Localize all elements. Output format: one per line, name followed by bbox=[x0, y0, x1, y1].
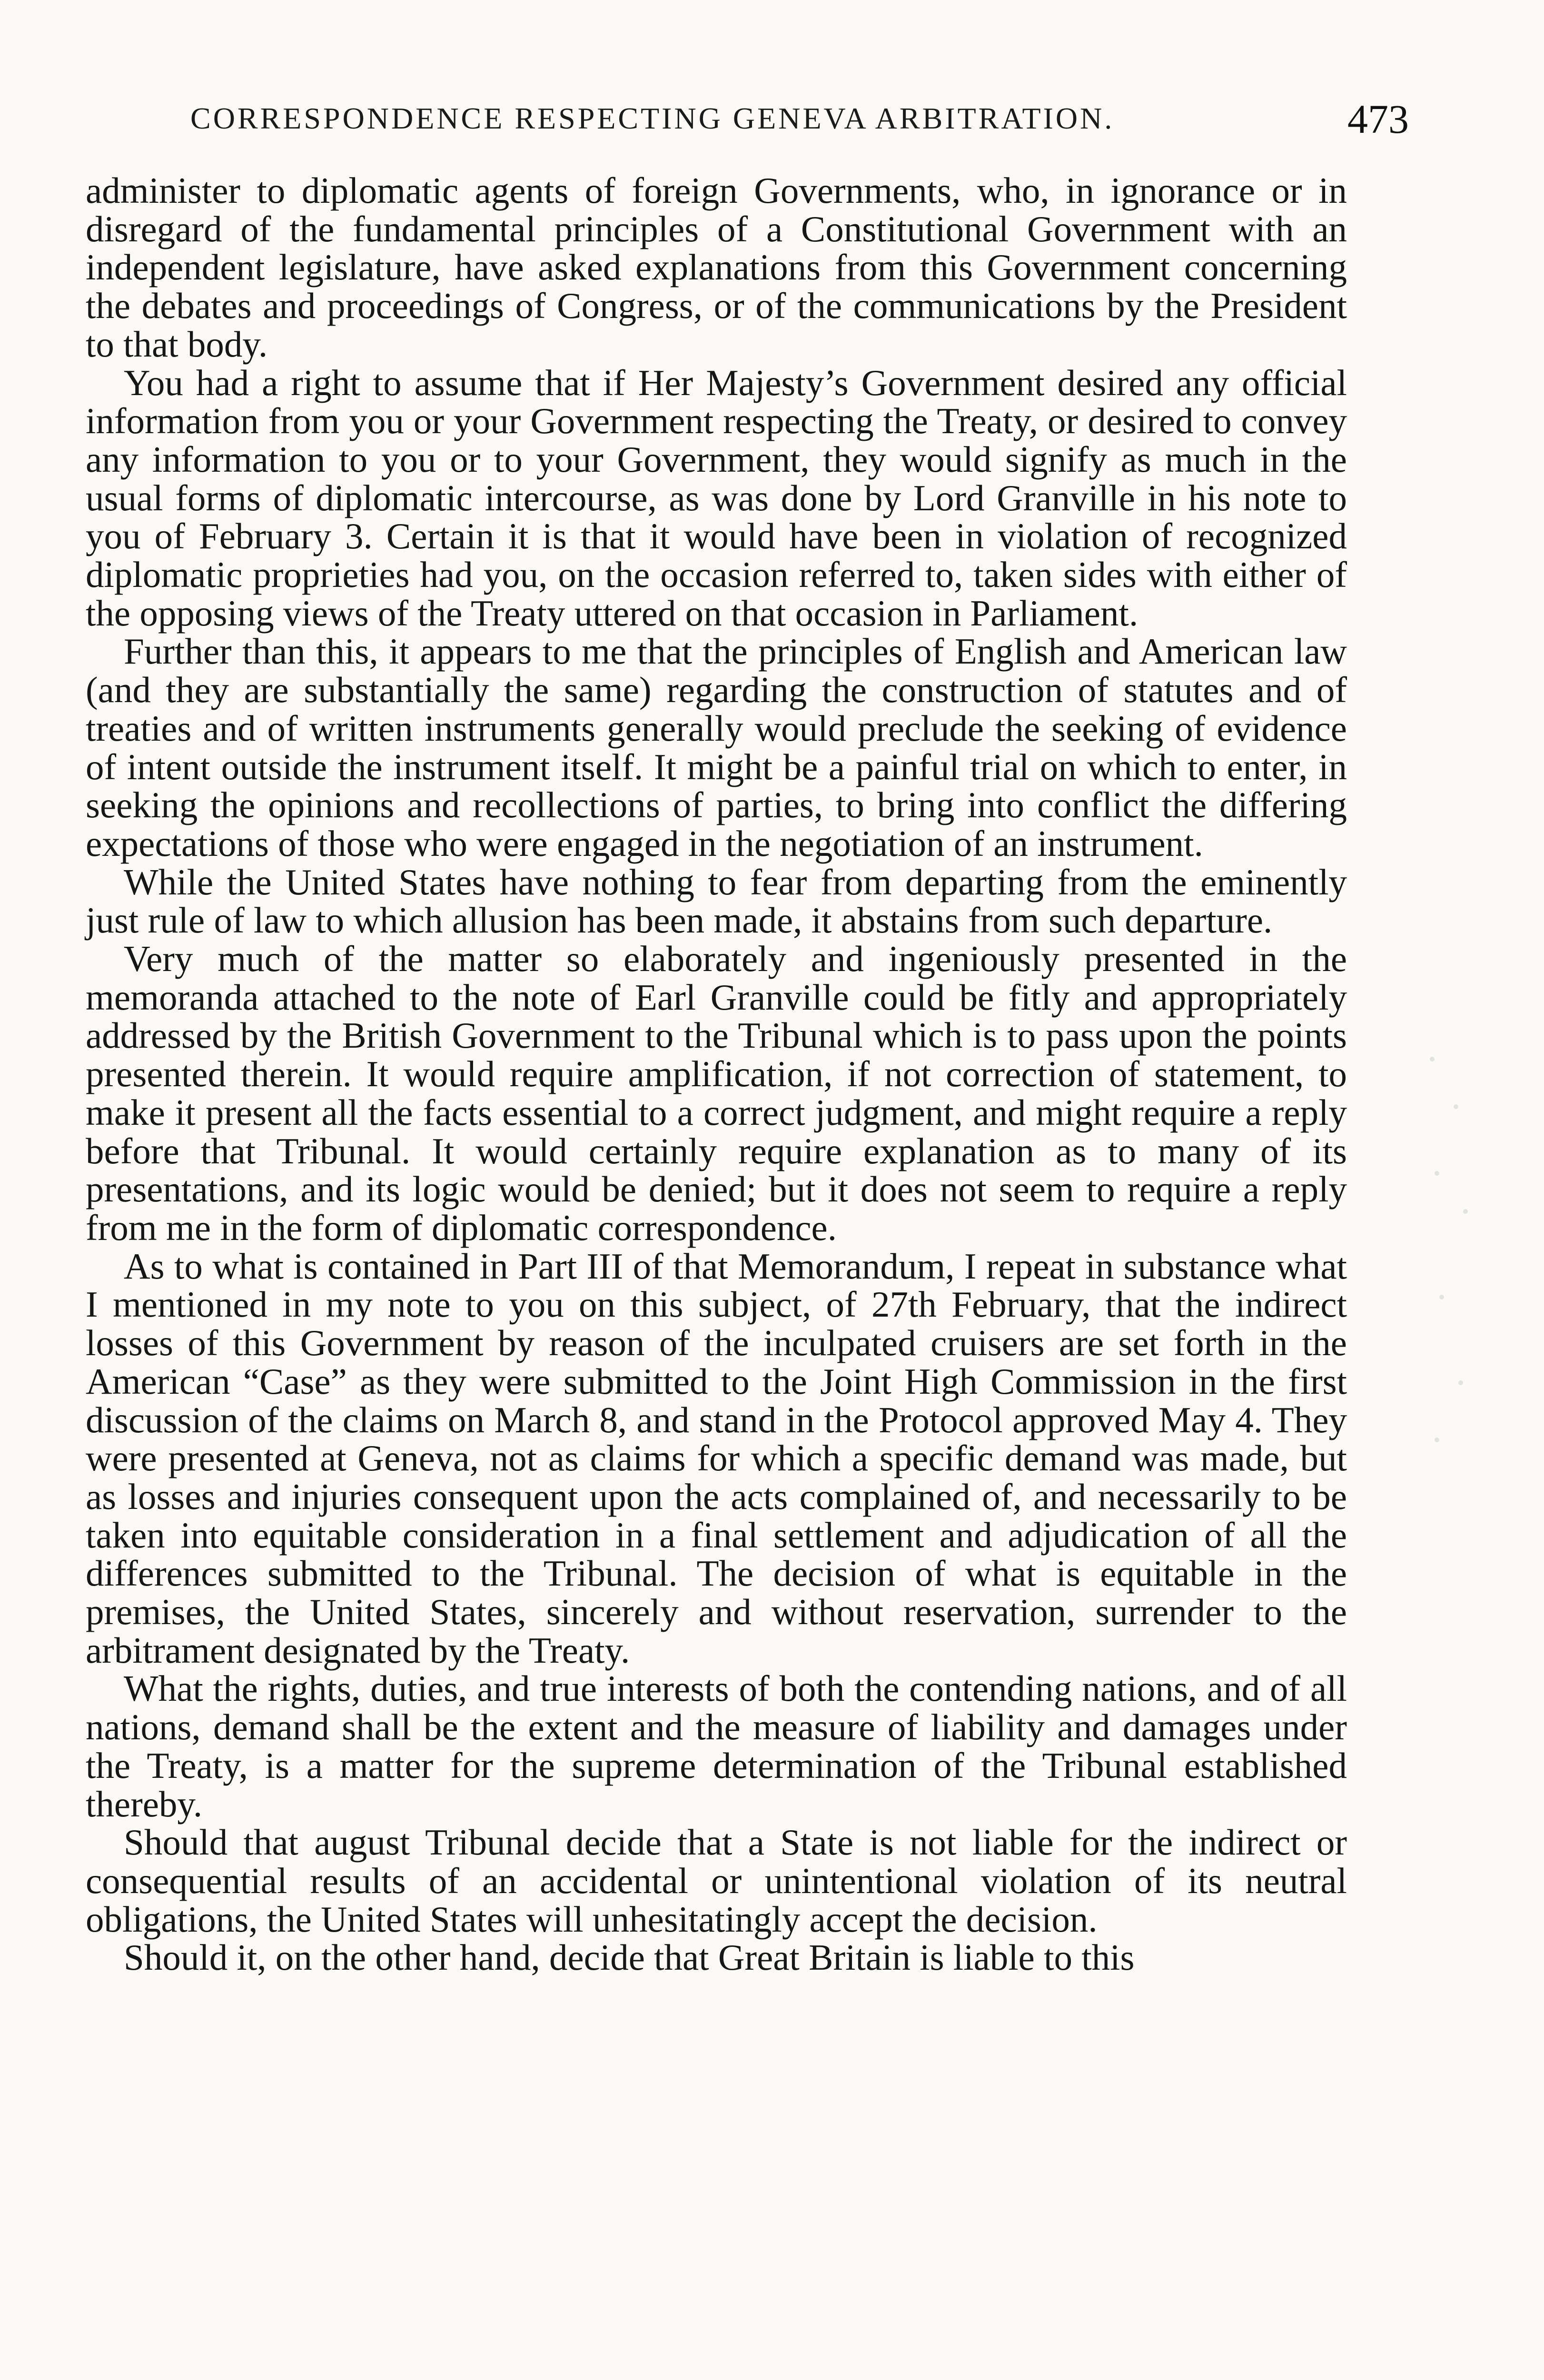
paragraph: Further than this, it appears to me that the principles of English and American law (and they are substantially the same) regarding the construction of statutes and of treaties and of written instruments generally would preclude the seeking of evidence of intent outside the instrument itself. It might be a painful trial on which to enter, in seeking the opinions and recollections of parties, to bring into conflict the differing expectations of those who were engaged in the negotiation of an instrument. bbox=[86, 631, 1347, 864]
page-header bbox=[86, 95, 1409, 152]
paragraph: As to what is contained in Part III of that Memorandum, I repeat in substance what I mentioned in my note to you on this subject, of 27th February, that the indirect losses of this Government by reason of the inculpated cruisers are set forth in the American “Case” as they were submitted to the Joint High Commission in the first discussion of the claims on March 8, and stand in the Protocol approved May 4. They were presented at Geneva, not as claims for which a specific demand was made, but as losses and injuries consequent upon the acts complained of, and necessarily to be taken into equitable consideration in a final settlement and adjudication of all the differences submitted to the Tribunal. The decision of what is equitable in the premises, the United States, sincerely and without reservation, surrender to the arbitrament designated by the Treaty. bbox=[86, 1245, 1347, 1671]
speck bbox=[1430, 1057, 1435, 1061]
speck bbox=[1439, 1295, 1444, 1299]
speck bbox=[1463, 1209, 1468, 1214]
margin-specks bbox=[1420, 1047, 1487, 1476]
paragraph: What the rights, duties, and true interests of both the contending nations, and of all nations, demand shall be the extent and the measure of liability and damages under the Treaty, is a matter for the supreme determination of the Tribunal established thereby. bbox=[86, 1668, 1347, 1825]
paragraph: Should it, on the other hand, decide that Great Britain is liable to this bbox=[124, 1937, 1135, 1978]
paragraph: Very much of the matter so elaborately and ingeniously presented in the memoranda attached to the note of Earl Granville could be fitly and appropriately addressed by the British Government to the Tribunal which is to pass upon the points presented therein. It would require amplification, if not correction of statement, to make it present all the facts essential to a correct judgment, and might require a reply before that Tribunal. It would certainly require explanation as to many of its presentations, and its logic would be denied; but it does not seem to require a reply from me in the form of diplomatic correspondence. bbox=[86, 938, 1347, 1248]
running-title: CORRESPONDENCE RESPECTING GENEVA ARBITRATION. bbox=[190, 101, 1115, 135]
page-number: 473 bbox=[1347, 96, 1409, 142]
speck bbox=[1435, 1438, 1439, 1442]
paragraph: Should that august Tribunal decide that a State is not liable for the indirect or consequential results of an accidental or unintentional violation of its neutral obligations, the United States will unhesitatingly accept the decision. bbox=[86, 1822, 1347, 1940]
speck bbox=[1454, 1104, 1458, 1109]
speck bbox=[1435, 1171, 1439, 1176]
body-text bbox=[86, 171, 1347, 1977]
speck bbox=[1458, 1380, 1463, 1385]
paragraph: administer to diplomatic agents of foreign Governments, who, in ignorance or in disregard of the fundamental principles of a Constitutional Government with an independent legislature, have asked explanations from this Government concerning the debates and proceedings of Congress, or of the communications by the President to that body. bbox=[86, 170, 1347, 365]
paragraph: You had a right to assume that if Her Majesty’s Government desired any official information from you or your Government respecting the Treaty, or desired to convey any information to you or to your Government, they would signify as much in the usual forms of diplomatic intercourse, as was done by Lord Granville in his note to you of February 3. Certain it is that it would have been in violation of recognized diplomatic proprieties had you, on the occasion referred to, taken sides with either of the opposing views of the Treaty uttered on that occasion in Parliament. bbox=[86, 362, 1347, 634]
paragraph: While the United States have nothing to fear from departing from the eminently just rule of law to which allusion has been made, it abstains from such departure. bbox=[86, 861, 1347, 941]
